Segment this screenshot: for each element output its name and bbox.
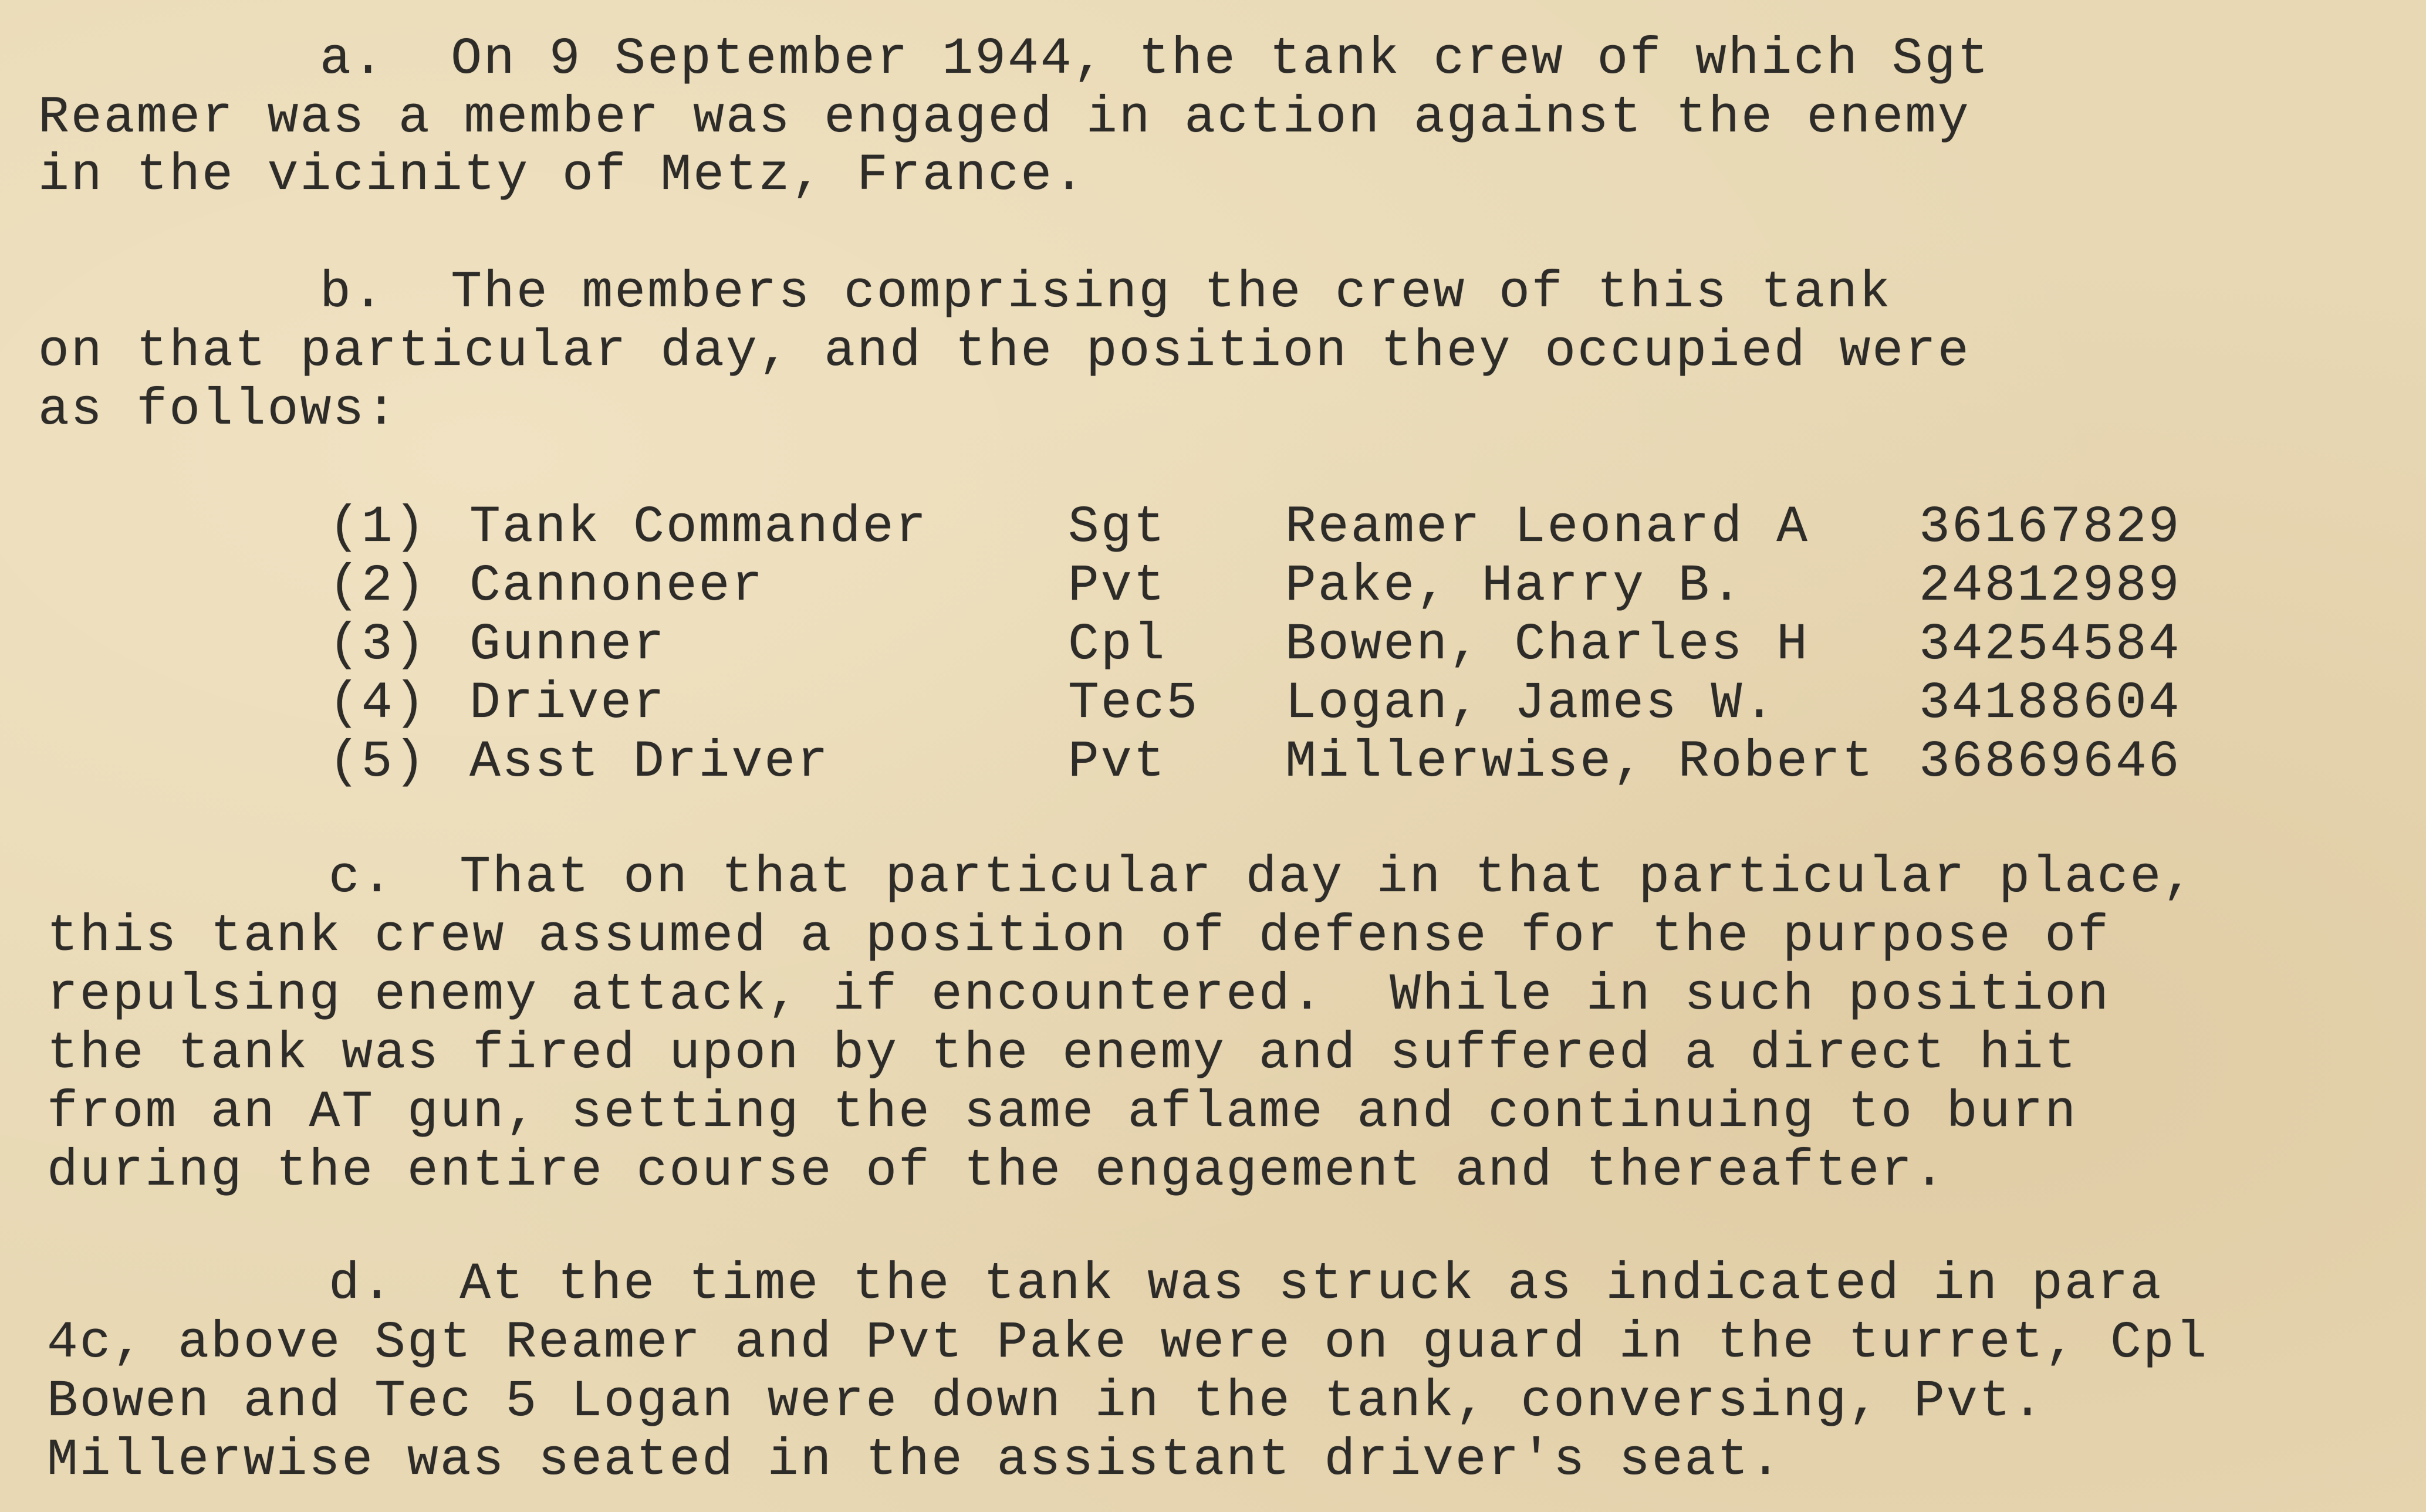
para-c-line-3: repulsing enemy attack, if encountered. While in such position xyxy=(47,966,2110,1024)
crew-name: Reamer Leonard A xyxy=(1285,499,1809,557)
para-d-line-1: d. At the time the tank was struck as indicated in para xyxy=(329,1256,2163,1314)
crew-serial: 36167829 xyxy=(1919,499,2181,557)
crew-num: (2) xyxy=(329,557,427,615)
crew-name: Pake, Harry B. xyxy=(1285,557,1744,615)
para-b-line-3: as follows: xyxy=(38,381,398,439)
crew-position: Driver xyxy=(469,675,666,733)
crew-rank: Pvt xyxy=(1068,733,1167,791)
crew-num: (4) xyxy=(329,675,427,733)
crew-name: Bowen, Charles H xyxy=(1285,616,1809,674)
crew-name: Millerwise, Robert xyxy=(1285,733,1875,791)
crew-rank: Tec5 xyxy=(1068,675,1200,733)
para-b-line-1: b. The members comprising the crew of this tank xyxy=(320,264,1892,322)
para-c-line-2: this tank crew assumed a position of defense for the purpose of xyxy=(47,908,2110,966)
para-c-line-6: during the entire course of the engagement and thereafter. xyxy=(47,1142,1947,1200)
crew-rank: Sgt xyxy=(1068,499,1167,557)
para-c-line-5: from an AT gun, setting the same aflame and continuing to burn xyxy=(47,1084,2078,1142)
crew-num: (3) xyxy=(329,616,427,674)
crew-position: Asst Driver xyxy=(469,733,830,791)
para-c-line-1: c. That on that particular day in that particular place, xyxy=(329,849,2196,907)
crew-name: Logan, James W. xyxy=(1285,675,1777,733)
crew-num: (5) xyxy=(329,733,427,791)
crew-serial: 34188604 xyxy=(1919,675,2181,733)
crew-rank: Cpl xyxy=(1068,616,1167,674)
crew-position: Cannoneer xyxy=(469,557,765,615)
para-d-line-4: Millerwise was seated in the assistant driver's seat. xyxy=(47,1432,1783,1490)
crew-position: Gunner xyxy=(469,616,666,674)
crew-serial: 24812989 xyxy=(1919,557,2181,615)
para-d-line-2: 4c, above Sgt Reamer and Pvt Pake were on guard in the turret, Cpl xyxy=(47,1314,2209,1372)
crew-serial: 34254584 xyxy=(1919,616,2181,674)
para-a-line-1: a. On 9 September 1944, the tank crew of which Sgt xyxy=(320,31,1991,89)
para-a-line-3: in the vicinity of Metz, France. xyxy=(38,147,1086,205)
para-d-line-3: Bowen and Tec 5 Logan were down in the tank, conversing, Pvt. xyxy=(47,1373,2045,1431)
para-a-line-2: Reamer was a member was engaged in action against the enemy xyxy=(38,89,1971,147)
crew-position: Tank Commander xyxy=(469,499,928,557)
crew-rank: Pvt xyxy=(1068,557,1167,615)
crew-serial: 36869646 xyxy=(1919,733,2181,791)
para-c-line-4: the tank was fired upon by the enemy and suffered a direct hit xyxy=(47,1025,2078,1083)
crew-num: (1) xyxy=(329,499,427,557)
para-b-line-2: on that particular day, and the position they occupied were xyxy=(38,323,1971,381)
